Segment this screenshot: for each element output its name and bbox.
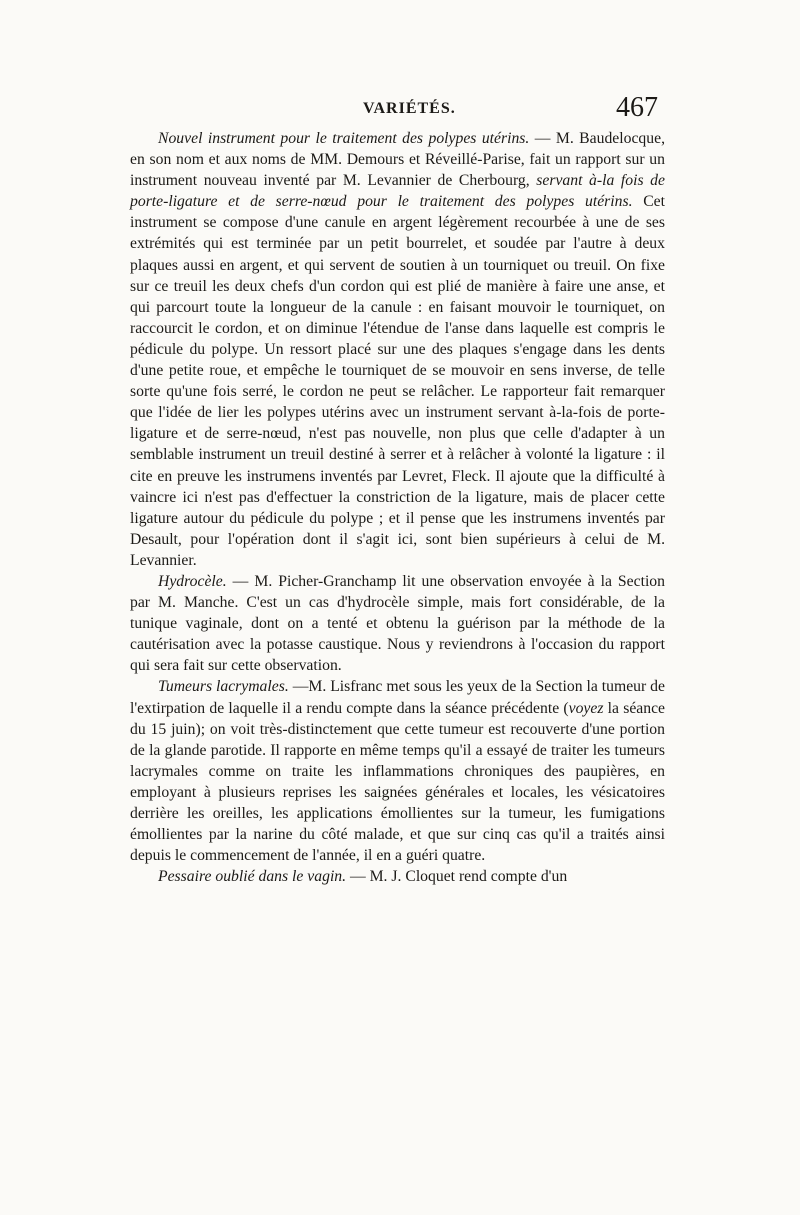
page-header — [158, 92, 658, 126]
paragraph-title: Tumeurs lacrymales. — [158, 678, 289, 696]
paragraph-title: Nouvel instrument pour le traitement des polypes utérins. — [158, 130, 530, 147]
paragraph-hydrocele — [130, 571, 665, 676]
text-segment: — M. Picher-Granchamp lit une observation envoyée à la Section par M. Manche. C'est un cas d'hydrocèle simple, mais fort considérable, de la tunique vaginale, dont on a tenté et obtenu la guérison par la méthode de la cautérisation avec la potasse caustique. Nous y reviendrons à l'occasion du rapport qui sera fait sur cette observation. — [130, 572, 665, 675]
text-segment: Cet instrument se compose d'une canule en argent légèrement recourbée à une de ses extrémités qui est terminée par un petit bourrelet, et soudée par l'autre à deux plaques aussi en argent, et qui servent de soutien à un tourniquet ou treuil. On fixe sur ce treuil les deux chefs d'un cordon qui est plié de manière à faire une anse, et qui parcourt toute la longueur de la canule : en faisant mouvoir le tourniquet, on raccourcit le cordon, et on diminue l'étendue de l'anse dans laquelle est compris le pédicule du polype. Un ressort placé sur une des plaques s'engage dans les dents d'une petite roue, et empêche le tourniquet de se mouvoir en sens inverse, de telle sorte qu'une fois serré, le cordon ne peut se relâcher. Le rapporteur fait remarquer que l'idée de lier les polypes utérins avec un instrument servant à-la-fois de porte-ligature et de serre-nœud, n'est pas nouvelle, non plus que celle d'adapter à un semblable instrument un treuil destiné à serrer et à relâcher à volonté la ligature : il cite en preuve les instrumens inventés par Levret, Fleck. Il ajoute que la difficulté à vaincre ici n'est pas d'effectuer la constriction de la ligature, mais de placer cette ligature autour du pédicule du polype ; et il pense que les instrumens inventés par Desault, pour l'opération dont il s'agit ici, sont bien supérieurs à celui de M. Levannier. — [130, 193, 665, 569]
running-head: VARIÉTÉS. — [363, 100, 456, 117]
body-text — [130, 128, 665, 887]
paragraph-title: Hydrocèle. — [158, 572, 227, 590]
italic-segment: voyez — [568, 699, 604, 717]
paragraph-pessaire — [130, 866, 665, 887]
paragraph-polypes — [130, 128, 665, 571]
text-segment: —M. Lisfranc met sous les yeux de la Section la tumeur de l'extirpation de laquelle il a rendu compte dans la séance précédente ( — [130, 678, 665, 717]
paragraph-tumeurs — [130, 676, 665, 866]
text-segment: la séance du 15 juin); on voit très-distinctement que cette tumeur est recouverte d'une portion de la glande parotide. Il rapporte en même temps qu'il a essayé de traiter les tumeurs lacrymales comme on traite les inflammations chroniques des paupières, en employant à plusieurs reprises les saignées générales et locales, les vésicatoires derrière les oreilles, les applications émollientes sur la tumeur, les fumigations émollientes par la narine du côté malade, et que sur cinq cas qu'il a traités ainsi depuis le commencement de l'année, il en a guéri quatre. — [130, 699, 666, 865]
page-number: 467 — [616, 92, 658, 123]
paragraph-title: Pessaire oublié dans le vagin. — [158, 868, 347, 886]
text-segment: — M. J. Cloquet rend compte d'un — [346, 868, 568, 886]
italic-segment: servant à-la fois de porte-ligature et de serre-nœud pour le traitement des polypes utérins. — [130, 172, 665, 211]
text-segment: — M. Baudelocque, en son nom et aux noms de MM. Demours et Réveillé-Parise, fait un rapport sur un instrument nouveau inventé par M. Levannier de Cherbourg, — [130, 130, 665, 190]
